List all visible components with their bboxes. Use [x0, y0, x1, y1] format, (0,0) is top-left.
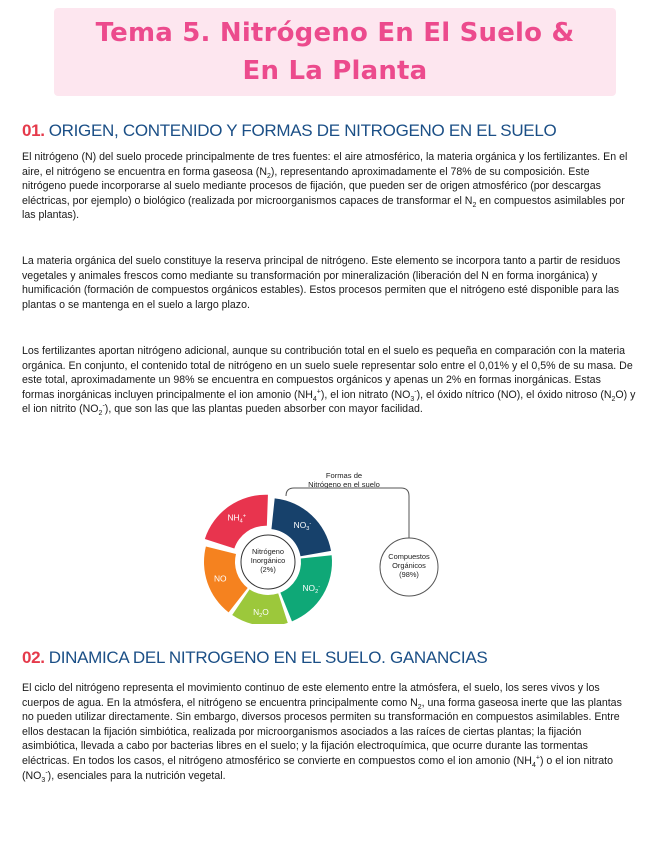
- organic-label-line-3: (98%): [399, 570, 419, 579]
- section-1-number: 01.: [22, 121, 45, 140]
- center-label-line-3: (2%): [260, 565, 276, 574]
- ring-segment-label-2: $NO_3^-$: [293, 520, 312, 533]
- section-2-number: 02.: [22, 648, 45, 667]
- title-banner: [54, 8, 616, 96]
- section-1-paragraph-1: El nitrógeno (N) del suelo procede principalmente de tres fuentes: el aire atmosférico, la materia orgánica y los fertilizantes. En el aire, el nitrógeno se encuentra en forma gaseosa $(N_2)$, representando aproximadamente el 78% de su composición. Este nitrógeno puede incorporarse al suelo mediante procesos de fijación, que pueden ser de origen atmosférico (por descargas eléctricas, por ejemplo) o biológico (realizada por microorganismos capaces de transformar el $N_2$ en compuestos asimilables por las plantas).: [22, 151, 628, 222]
- center-label-line-2: Inorgánico: [250, 556, 286, 565]
- nitrogen-forms-diagram: [196, 466, 476, 624]
- diagram-canvas: [196, 466, 476, 624]
- ring-segment-label-5: NO: [213, 573, 227, 584]
- organic-label-line-1: Compuestos: [388, 552, 430, 561]
- diagram-title-line-2: Nitrógeno en el suelo: [308, 480, 380, 489]
- section-1-paragraph-3: Los fertilizantes aportan nitrógeno adicional, aunque su contribución total en el suelo es pequeña en comparación con la materia orgánica. En conjunto, el contenido total de nitrógeno en un suelo suele representar solo entre el 0,01% y el 0,5% de su masa. De este total, aproximadamente un 98% se encuentra en compuestos orgánicos y apenas un 2% en formas inorgánicas. Estas formas inorgánicas incluyen principalmente el ion amonio $(NH_4^+)$, el ion nitrato $(NO_3^-)$, el óxido nítrico (NO), el óxido nitroso $(N_2O)$ y el ion nitrito $(NO_2^-)$, que son las que las plantas pueden absorber con mayor facilidad.: [22, 345, 636, 418]
- page-title: Tema 5. Nitrógeno En El Suelo & En La Planta: [95, 18, 575, 86]
- diagram-title-line-1: Formas de: [325, 471, 363, 480]
- organic-label-line-2: Orgánicos: [392, 561, 426, 570]
- section-1-paragraph-2: La materia orgánica del suelo constituye la reserva principal de nitrógeno. Este elemento se incorpora tanto a partir de residuos vegetales y animales frescos como mediante su transformación por mineralización (liberación del N en forma inorgánica) y humificación (formación de compuestos orgánicos estables). Estos procesos permiten que el nitrógeno esté disponible para las plantas o se mantenga en el suelo a largo plazo.: [22, 255, 621, 311]
- center-label-line-1: Nitrógeno: [251, 547, 285, 556]
- section-1-heading: [22, 121, 556, 141]
- ring-segment-label-4: $N_2O$: [253, 607, 269, 620]
- ring-segment-label-3: $NO_2^-$: [302, 583, 321, 596]
- ring-segment-label-1: $NH_4^+$: [227, 512, 246, 525]
- section-2-paragraph-1: El ciclo del nitrógeno representa el movimiento continuo de este elemento entre la atmósfera, el suelo, los seres vivos y los cuerpos de agua. En la atmósfera, el nitrógeno se encuentra principalmente como $N_2$, una forma gaseosa inerte que las plantas no pueden utilizar directamente. Sin embargo, diversos procesos permiten su transformación en compuestos asimilables. Entre ellos destacan la fijación simbiótica, realizada por microorganismos asociados a las raíces de ciertas plantas; la fijación asimbiótica, llevada a cabo por bacterias libres en el suelo; y la fijación electroquímica, que ocurre durante las tormentas eléctricas. En todos los casos, el nitrógeno atmosférico se convierte en compuestos como el ion amonio $(NH_4^+)$ o el ion nitrato $(NO_3^-)$, esenciales para la nutrición vegetal.: [22, 682, 622, 784]
- section-1-title: ORIGEN, CONTENIDO Y FORMAS DE NITROGENO EN EL SUELO: [48, 121, 557, 140]
- section-2-title: DINAMICA DEL NITROGENO EN EL SUELO. GANANCIAS: [48, 648, 488, 667]
- section-2-heading: [22, 648, 487, 668]
